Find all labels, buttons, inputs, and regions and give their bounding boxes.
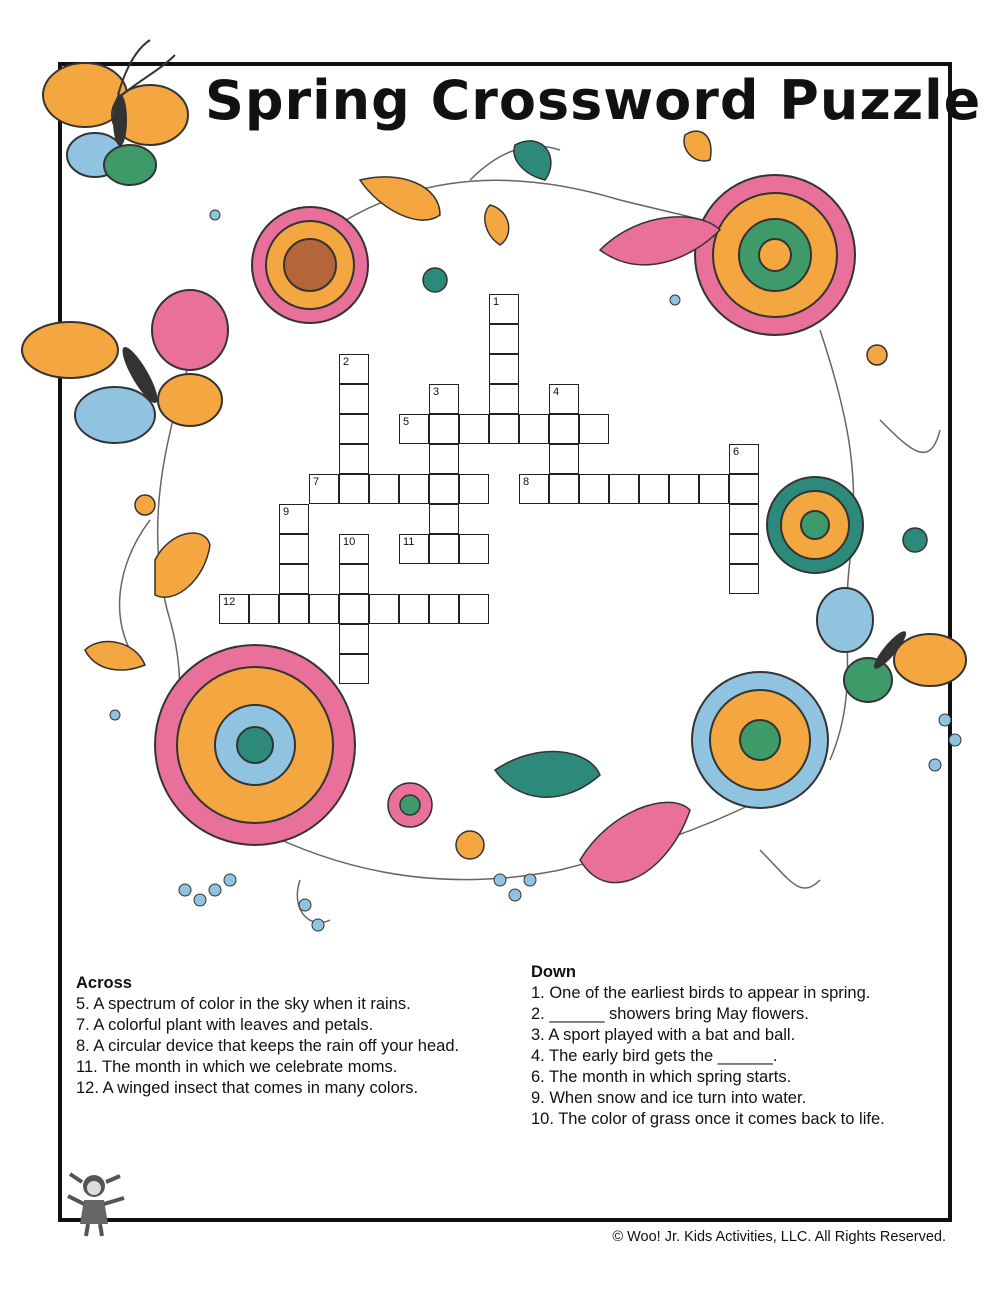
crossword-cell[interactable] (489, 414, 519, 444)
crossword-cell[interactable] (729, 534, 759, 564)
clue-number: 12 (223, 596, 236, 608)
crossword-cell[interactable] (429, 534, 459, 564)
across-clue: 12. A winged insect that comes in many colors. (76, 1079, 419, 1097)
crossword-cell[interactable] (729, 504, 759, 534)
clue-number: 2 (343, 356, 350, 368)
crossword-cell[interactable] (309, 594, 339, 624)
copyright-notice: © Woo! Jr. Kids Activities, LLC. All Rights Reserved. (612, 1229, 946, 1245)
crossword-cell[interactable] (429, 504, 459, 534)
crossword-cell[interactable] (339, 594, 369, 624)
clue-number: 6 (733, 446, 740, 458)
crossword-cell[interactable] (399, 594, 429, 624)
across-clues (76, 973, 459, 1099)
crossword-cell[interactable] (639, 474, 669, 504)
crossword-cell[interactable] (429, 444, 459, 474)
crossword-cell[interactable] (339, 564, 369, 594)
crossword-cell[interactable] (309, 474, 339, 504)
crossword-cell[interactable] (549, 444, 579, 474)
crossword-cell[interactable] (459, 594, 489, 624)
down-clue: 3. A sport played with a bat and ball. (531, 1026, 796, 1044)
crossword-cell[interactable] (339, 414, 369, 444)
crossword-cell[interactable] (549, 414, 579, 444)
crossword-cell[interactable] (729, 474, 759, 504)
crossword-cell[interactable] (339, 444, 369, 474)
down-clue: 10. The color of grass once it comes back to life. (531, 1110, 885, 1128)
crossword-cell[interactable] (279, 594, 309, 624)
down-clues (531, 962, 885, 1130)
clue-number: 9 (283, 506, 290, 518)
crossword-cell[interactable] (729, 444, 759, 474)
clue-number: 3 (433, 386, 440, 398)
clue-number: 11 (403, 536, 415, 548)
crossword-cell[interactable] (279, 564, 309, 594)
crossword-cell[interactable] (339, 354, 369, 384)
crossword-cell[interactable] (339, 654, 369, 684)
crossword-cell[interactable] (579, 414, 609, 444)
down-clue: 9. When snow and ice turn into water. (531, 1089, 807, 1107)
crossword-cell[interactable] (339, 474, 369, 504)
across-heading: Across (76, 974, 132, 992)
crossword-cell[interactable] (519, 414, 549, 444)
across-clue: 11. The month in which we celebrate moms. (76, 1058, 398, 1076)
crossword-cell[interactable] (369, 594, 399, 624)
clue-number: 5 (403, 416, 410, 428)
down-clue: 1. One of the earliest birds to appear in spring. (531, 984, 871, 1002)
crossword-cell[interactable] (609, 474, 639, 504)
crossword-cell[interactable] (489, 354, 519, 384)
crossword-cell[interactable] (459, 414, 489, 444)
crossword-cell[interactable] (279, 534, 309, 564)
crossword-cell[interactable] (399, 534, 429, 564)
crossword-cell[interactable] (729, 564, 759, 594)
clue-number: 1 (493, 296, 500, 308)
crossword-cell[interactable] (399, 414, 429, 444)
crossword-cell[interactable] (459, 474, 489, 504)
down-clue: 6. The month in which spring starts. (531, 1068, 792, 1086)
crossword-cell[interactable] (339, 384, 369, 414)
crossword-cell[interactable] (549, 474, 579, 504)
clue-number: 4 (553, 386, 560, 398)
crossword-cell[interactable] (339, 534, 369, 564)
clue-number: 10 (343, 536, 356, 548)
across-clue: 8. A circular device that keeps the rain off your head. (76, 1037, 460, 1055)
crossword-cell[interactable] (249, 594, 279, 624)
crossword-cell[interactable] (489, 324, 519, 354)
clue-number: 7 (313, 476, 320, 488)
crossword-cell[interactable] (429, 474, 459, 504)
across-clue: 7. A colorful plant with leaves and petals. (76, 1016, 374, 1034)
crossword-cell[interactable] (219, 594, 249, 624)
mascot-girl-logo (62, 1168, 132, 1238)
crossword-cell[interactable] (369, 474, 399, 504)
clue-number: 8 (523, 476, 530, 488)
down-clue: 4. The early bird gets the ______. (531, 1047, 778, 1065)
crossword-cell[interactable] (669, 474, 699, 504)
crossword-cell[interactable] (279, 504, 309, 534)
down-clue: 2. ______ showers bring May flowers. (531, 1005, 809, 1023)
page-title: Spring Crossword Puzzle (205, 69, 982, 132)
crossword-cell[interactable] (489, 384, 519, 414)
crossword-cell[interactable] (399, 474, 429, 504)
crossword-cell[interactable] (519, 474, 549, 504)
crossword-cell[interactable] (429, 594, 459, 624)
crossword-cell[interactable] (339, 624, 369, 654)
crossword-cell[interactable] (489, 294, 519, 324)
crossword-cell[interactable] (429, 384, 459, 414)
crossword-cell[interactable] (459, 534, 489, 564)
crossword-cell[interactable] (699, 474, 729, 504)
crossword-cell[interactable] (549, 384, 579, 414)
down-heading: Down (531, 963, 576, 981)
crossword-cell[interactable] (429, 414, 459, 444)
crossword-cell[interactable] (579, 474, 609, 504)
across-clue: 5. A spectrum of color in the sky when it rains. (76, 995, 411, 1013)
